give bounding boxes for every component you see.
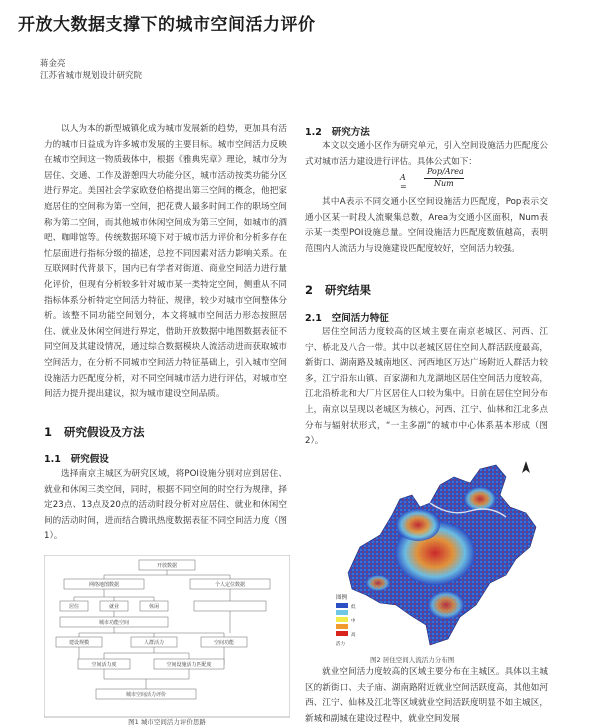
legend-label-5: 高 — [351, 633, 356, 638]
legend-label-3: 中 — [351, 619, 356, 624]
section2-1-number: 2.1 — [305, 313, 322, 324]
figure1-flowchart — [44, 555, 290, 727]
formula-lhs: A = — [400, 173, 407, 191]
section2-continued-text: 就业空间活力度较高的区域主要分布在主城区。具体以主城区的新街口、夫子庙、湖南路附近就业空间活跃度高，其他如河西、江宁、仙林及江北等区域就业空间活跃度明显不如主城区，新城和副城在建设过程中，就业空间发展 — [305, 667, 548, 724]
section2-heading — [305, 282, 371, 298]
section1-1-title: 研究假设 — [70, 454, 109, 465]
map-hotspot-west — [366, 575, 390, 591]
map-hotspot-south — [428, 591, 464, 619]
author-affiliation: 江苏省城市规划设计研究院 — [40, 71, 143, 81]
label-map-data: 网络地图数据 — [88, 582, 120, 588]
label-build-scale: 建设规模 — [68, 640, 90, 646]
legend-label-1: 低 — [351, 605, 356, 610]
formula-numerator: Pop/Area — [427, 167, 464, 176]
label-space-vitality: 空间活力度 — [91, 662, 117, 668]
section1-2-number: 1.2 — [305, 127, 322, 138]
legend-title: 图例 — [336, 595, 348, 601]
author-block — [40, 58, 142, 82]
figure2-legend — [336, 593, 356, 647]
section1-2-text: 本文以交通小区作为研究单元，引入空间设施活力匹配度公式对城市活力建设进行评估。具体公式如下： — [305, 141, 548, 167]
section1-1-heading — [44, 451, 109, 465]
label-leisure: 休闲 — [148, 604, 160, 610]
box-location-placeholder — [194, 601, 266, 611]
legend-swatch-5 — [336, 631, 348, 636]
legend-swatch-2 — [336, 610, 348, 615]
section2-number: 2 — [305, 283, 314, 297]
legend-swatch-4 — [336, 624, 348, 629]
formula-explanation: 其中A表示不同交通小区空间设施活力匹配度，Pop表示交通小区某一时段人流聚集总数，Area为交通小区面积，Num表示某一类型POI设施总量。空间设施活力匹配度数值越高，表明范围内人流活力与设施建设匹配度较好，空间活力较强。 — [305, 197, 548, 254]
section1-2-heading — [305, 124, 370, 138]
section2-title: 研究结果 — [325, 283, 372, 297]
label-employment: 就业 — [108, 604, 120, 610]
label-functional-space: 城市功能空间 — [98, 620, 130, 626]
figure2-map — [330, 455, 545, 651]
map-north-arrow — [522, 461, 530, 473]
section1-1-text: 选择南京主城区为研究区域，将POI设施分别对应到居住、就业和休闲三类空间，同时，根据不同空间的时空行为规律，择定23点、13点及20点的活动时段分析对应居住、就业和休闲空间的活动时间，进而结合腾讯热度数据表征不同空间活力度（图1）。 — [44, 469, 287, 542]
section1-title: 研究假设及方法 — [64, 425, 145, 439]
abstract-paragraph: 以人为本的新型城镇化成为城市发展新的趋势，更加具有活力的城市日益成为许多城市发展的主要目标。城市空间活力反映在城市空间这一物质载体中，根据《雅典宪章》理论，城市分为居住、交通、工作及游憩四大功能分区，城市活动按类功能分区进行界定。美国社会学家欧登伯格提出第三空间的概念，他把家庭居住的空间称为第一空间，把花费人最多时间工作的职场空间称为第二空间，而其他城市休闲空间成为第三空间，如城市的酒吧、咖啡馆等。传统数据环境下对于城市活力评价和分析多存在忙层面进行指标分级的描述，总控不同因素对活力影响关系。在互联网时代背景下，国内已有学者对街道、商业空间活力进行量化评价，但现有分析较多针对城市某一类特定空间，侧重从不同指标体系分析特定空间活力特征、规律，较少对城市空间整体分析。该整不同功能空间划分，本文将城市空间活力形态按照居住、就业及休闲空间进行界定，借助开放数据中地图数据表征不同空间及其建设情况，通过综合数据模块人流活动进而获取城市空间活力，在分析不同城市空间活力特征基础上，引入城市空间设施活力匹配度分析，对不同空间城市活力进行评估，对城市空间活力提升提出建议，拟为城市建设空间品质。 — [44, 124, 287, 400]
label-space-function: 空间功能 — [213, 640, 235, 646]
label-open-data: 开放数据 — [156, 563, 178, 569]
formula-denominator: Num — [434, 179, 454, 188]
legend-label-vitality: 活力 — [336, 642, 345, 647]
section2-1-heading — [305, 310, 389, 324]
paper-title: 开放大数据支撑下的城市空间活力评价 — [18, 15, 316, 35]
label-matching-degree: 空间设施活力匹配度 — [166, 662, 212, 668]
section1-heading — [44, 424, 145, 440]
author-name: 蒋金亮 — [40, 59, 66, 69]
section2-1-title: 空间活力特征 — [331, 313, 389, 324]
section1-number: 1 — [44, 425, 53, 439]
map-hotspot-east — [464, 487, 496, 511]
legend-swatch-3 — [336, 617, 348, 622]
label-residential: 居住 — [68, 604, 80, 610]
map-hotspot-north — [396, 509, 440, 541]
legend-swatch-1 — [336, 603, 348, 608]
label-location-data: 个人定位数据 — [214, 582, 246, 588]
section2-1-text: 居住空间活力度较高的区域主要在南京老城区、河西、江宁、桥北及八合一带。其中以老城区居住空间人群活跃度最高，新街口、湖南路及城南地区、河西地区万达广场附近人群活力较多，江宁沿东山镇、百家湖和九龙湖地区居住空间活力度较高，江北沿桥北和大厂片区居住人口较为集中。日前在居住空间分布上，南京以呈现以老城区为核心，河西、江宁、仙林和江北多点分布与辐射状形式，“一主多副”的城市中心体系基本形成（图2）。 — [305, 327, 548, 447]
figure1-caption: 图1 城市空间活力评价思路 — [128, 718, 206, 726]
section1-1-number: 1.1 — [44, 454, 61, 465]
label-evaluation: 城市空间活力评价 — [125, 692, 167, 698]
section1-2-title: 研究方法 — [331, 127, 370, 138]
figure2-caption: 图2 居住空间人流活力分布图 — [370, 656, 455, 664]
label-crowd-vitality: 人群活力 — [143, 640, 165, 646]
